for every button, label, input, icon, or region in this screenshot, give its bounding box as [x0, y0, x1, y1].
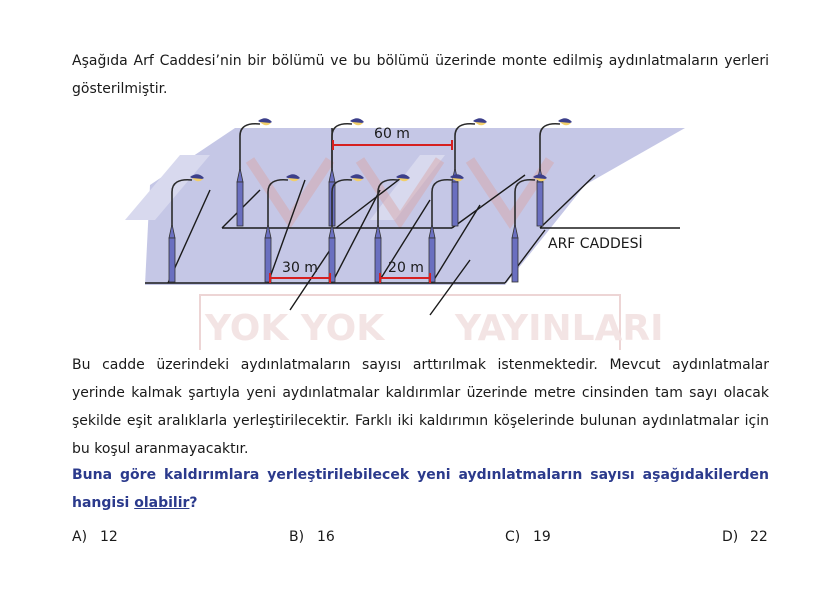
watermark-text-right: YAYINLARI — [455, 308, 664, 349]
choice-d-value: 22 — [750, 529, 768, 545]
choice-b-letter: B) — [289, 529, 305, 545]
question-end: ? — [189, 495, 198, 511]
label-30m: 30 m — [282, 260, 318, 276]
watermark-text-left: YOK YOK — [205, 308, 385, 349]
description-text: Bu cadde üzerindeki aydınlatmaların sayısı arttırılmak istenmektedir. Mevcut aydınlatmalar yerinde kalmak şartıyla yeni aydınlatmalar kaldırımlar üzerinde metre cinsinden tam sayı olacak şekilde eşit aralıklarla yerleştirilecektir. Farklı iki kaldırımın köşelerinde bulunan aydınlatmalar için bu koşul aranmayacaktır. — [72, 357, 769, 457]
label-60m: 60 m — [374, 126, 410, 142]
question-text — [72, 461, 769, 517]
choice-a[interactable] — [72, 525, 118, 549]
choice-d-letter: D) — [722, 529, 739, 545]
choice-d[interactable] — [722, 525, 768, 549]
street-name-label: ARF CADDESİ — [548, 236, 643, 252]
label-20m: 20 m — [388, 260, 424, 276]
choice-c[interactable] — [505, 525, 551, 549]
question-underlined: olabilir — [134, 495, 190, 511]
choice-b[interactable] — [289, 525, 335, 549]
choice-c-value: 19 — [533, 529, 551, 545]
choice-a-letter: A) — [72, 529, 88, 545]
choice-a-value: 12 — [100, 529, 118, 545]
choice-c-letter: C) — [505, 529, 521, 545]
question-main: Buna göre kaldırımlara yerleştirilebilecek yeni aydınlatmaların sayısı aşağıdakilerden hangisi — [72, 467, 769, 511]
intro-text: Aşağıda Arf Caddesi’nin bir bölümü ve bu bölümü üzerinde monte edilmiş aydınlatmaların yerleri gösterilmiştir. — [72, 53, 769, 97]
choice-b-value: 16 — [317, 529, 335, 545]
street-figure — [0, 100, 840, 350]
